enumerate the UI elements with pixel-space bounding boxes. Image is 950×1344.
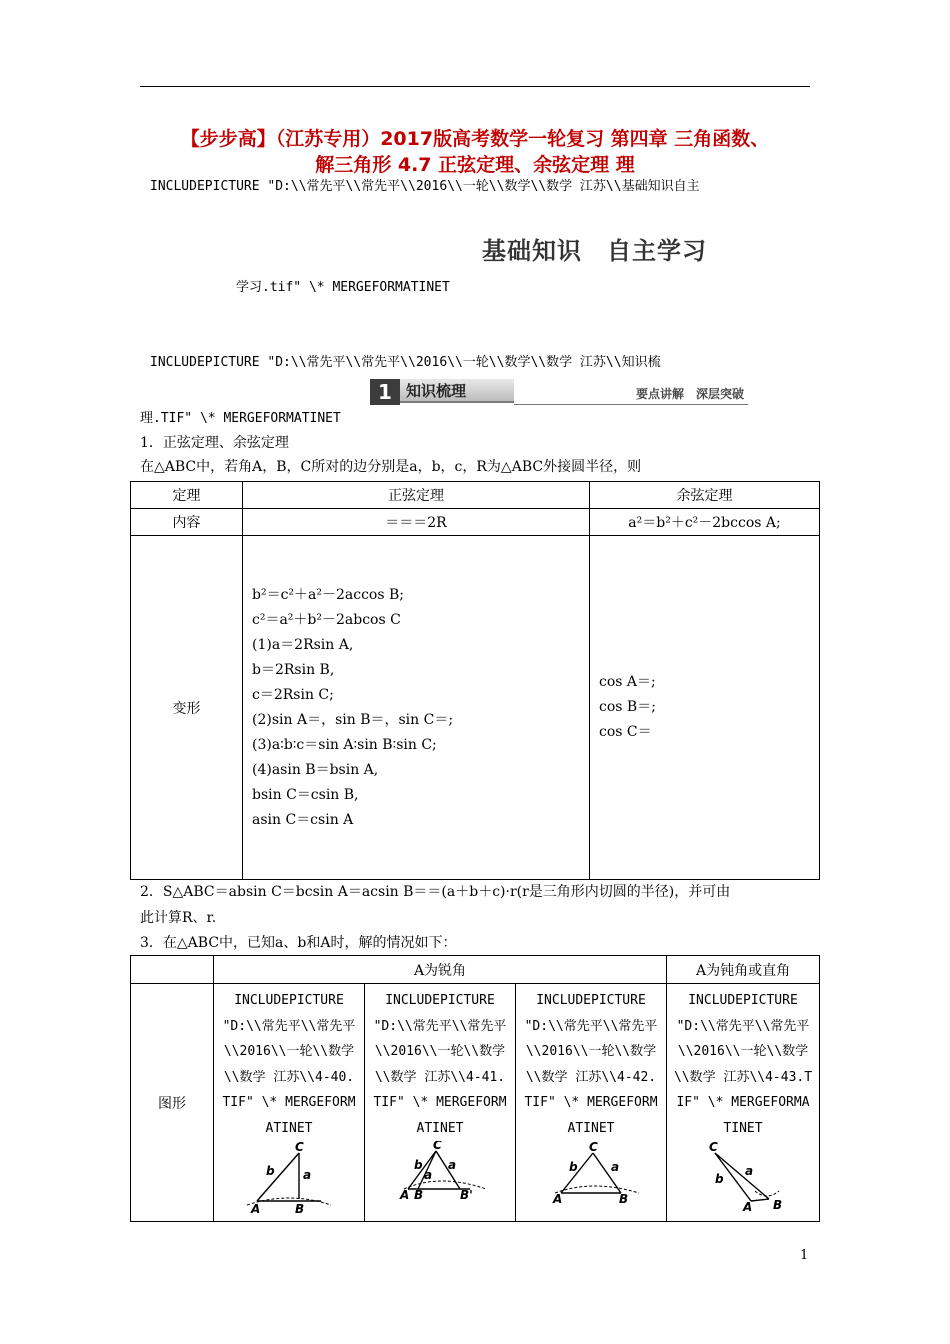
label-vertex-C: C [709, 1141, 718, 1154]
th-acute-angle: A为锐角 [214, 956, 667, 984]
cosine-variant-line-2: cos B＝; [599, 699, 656, 715]
theorem-table [130, 481, 820, 880]
sine-variant-line-3: (1)a＝2Rsin A, [252, 636, 354, 653]
label-vertex-A: A [400, 1188, 410, 1202]
figure-4-caption: INCLUDEPICTURE "D:\\常先平\\常先平\\2016\\一轮\\数学\\数学 江苏\\4-43.TIF" \* MERGEFORMATINET [673, 993, 813, 1136]
th-obtuse-or-right: A为钝角或直角 [667, 956, 820, 984]
figure-3-caption: INCLUDEPICTURE "D:\\常先平\\常先平\\2016\\一轮\\数学\\数学 江苏\\4-42.TIF" \* MERGEFORMATINET [524, 993, 658, 1136]
figure-case-2 [365, 984, 516, 1222]
include-field-2a: INCLUDEPICTURE "D:\\常先平\\常先平\\2016\\一轮\\数学\\数学 江苏\\知识梳 [150, 355, 661, 370]
section-2-line2: 此计算R、r. [140, 910, 217, 926]
doc-title-line2: 解三角形 4.7 正弦定理、余弦定理 理 [315, 154, 635, 176]
figure-2-caption: INCLUDEPICTURE "D:\\常先平\\常先平\\2016\\一轮\\数学\\数学 江苏\\4-41.TIF" \* MERGEFORMATINET [373, 993, 507, 1136]
include-field-2b: 理.TIF" \* MERGEFORMATINET [140, 411, 341, 426]
cosine-law-variants [590, 536, 820, 880]
label-side-a: a [611, 1160, 620, 1174]
sine-law-content: ＝＝＝2R [243, 509, 590, 536]
cosine-variant-line-3: cos C＝ [599, 724, 652, 740]
sine-variant-line-7: (3)a∶b∶c＝sin A∶sin B∶sin C; [252, 736, 437, 753]
label-vertex-A: A [743, 1200, 753, 1211]
label-vertex-A: A [251, 1202, 261, 1216]
sine-variant-line-5: c＝2Rsin C; [252, 686, 334, 703]
row-content-label: 内容 [131, 509, 243, 536]
triangle-diagram-2 [390, 1141, 490, 1203]
label-side-b: b [715, 1172, 724, 1186]
section-heading-basic: 基础知识 自主学习 [482, 237, 707, 265]
triangle-diagram-3 [541, 1141, 641, 1207]
sine-variant-line-9: bsin C＝csin B, [252, 786, 359, 803]
label-vertex-B: B [619, 1192, 629, 1206]
sine-law-variants [243, 536, 590, 880]
row-figure-label: 图形 [131, 984, 214, 1222]
doc-title-line1: 【步步高】（江苏专用）2017版高考数学一轮复习 第四章 三角函数、 [180, 128, 770, 150]
banner-subtitle: 要点讲解 深层突破 [635, 387, 744, 401]
figure-case-3 [516, 984, 667, 1222]
sine-variant-line-2: c²＝a²＋b²－2abcos C [252, 611, 401, 628]
sine-variant-line-10: asin C＝csin A [252, 811, 354, 828]
section-1-intro: 在△ABC中，若角A，B，C所对的边分别是a，b，c，R为△ABC外接圆半径，则 [140, 459, 642, 475]
figure-1-caption: INCLUDEPICTURE "D:\\常先平\\常先平\\2016\\一轮\\数学\\数学 江苏\\4-40.TIF" \* MERGEFORMATINET [222, 993, 356, 1136]
section-2-line1: 2．S△ABC＝absin C＝bcsin A＝acsin B＝＝(a＋b＋c)·r(r是三角形内切圆的半径)，并可由 [140, 884, 731, 900]
page-number: 1 [800, 1248, 809, 1263]
triangle-diagram-1 [239, 1141, 339, 1217]
th-cosine-law: 余弦定理 [590, 482, 820, 509]
solution-cases-table [130, 955, 820, 1222]
label-side-b: b [414, 1158, 423, 1172]
label-side-a-2: a [448, 1158, 457, 1172]
section-3-title: 3．在△ABC中，已知a、b和A时，解的情况如下： [140, 935, 457, 951]
include-field-1b: 学习.tif" \* MERGEFORMATINET [236, 280, 450, 295]
label-side-b: b [266, 1164, 275, 1178]
label-side-a: a [745, 1164, 754, 1178]
header-rule [140, 86, 810, 87]
sine-variant-line-1: b²＝c²＋a²－2accos B; [252, 586, 404, 603]
cosine-variant-line-1: cos A＝; [599, 674, 656, 690]
label-side-a: a [424, 1168, 433, 1182]
sine-variant-line-8: (4)asin B＝bsin A, [252, 761, 379, 778]
label-vertex-B: B [773, 1198, 783, 1211]
sine-variant-line-6: (2)sin A＝，sin B＝，sin C＝; [252, 711, 454, 728]
section-1-title: 1．正弦定理、余弦定理 [140, 435, 289, 451]
include-field-1a: INCLUDEPICTURE "D:\\常先平\\常先平\\2016\\一轮\\数学\\数学 江苏\\基础知识自主 [150, 179, 700, 194]
th-theorem: 定理 [131, 482, 243, 509]
sine-variant-line-4: b＝2Rsin B, [252, 661, 335, 678]
cosine-law-content: a²＝b²＋c²－2bccos A; [590, 509, 820, 536]
label-vertex-B-prime: B' [460, 1188, 473, 1202]
knowledge-banner [370, 379, 748, 405]
th-sine-law: 正弦定理 [243, 482, 590, 509]
row-variant-label: 变形 [131, 536, 243, 880]
triangle-diagram-4 [693, 1141, 793, 1211]
banner-label: 知识梳理 [400, 379, 514, 403]
label-vertex-B: B [295, 1202, 305, 1216]
label-side-a: a [303, 1168, 312, 1182]
label-vertex-C: C [433, 1141, 442, 1152]
figure-case-1 [214, 984, 365, 1222]
label-vertex-A: A [553, 1192, 563, 1206]
corner-cell [131, 956, 214, 984]
label-vertex-C: C [295, 1141, 304, 1154]
label-vertex-B: B [414, 1188, 424, 1202]
figure-case-4 [667, 984, 820, 1222]
banner-number: 1 [370, 379, 400, 405]
label-vertex-C: C [589, 1141, 598, 1154]
label-side-b: b [569, 1160, 578, 1174]
